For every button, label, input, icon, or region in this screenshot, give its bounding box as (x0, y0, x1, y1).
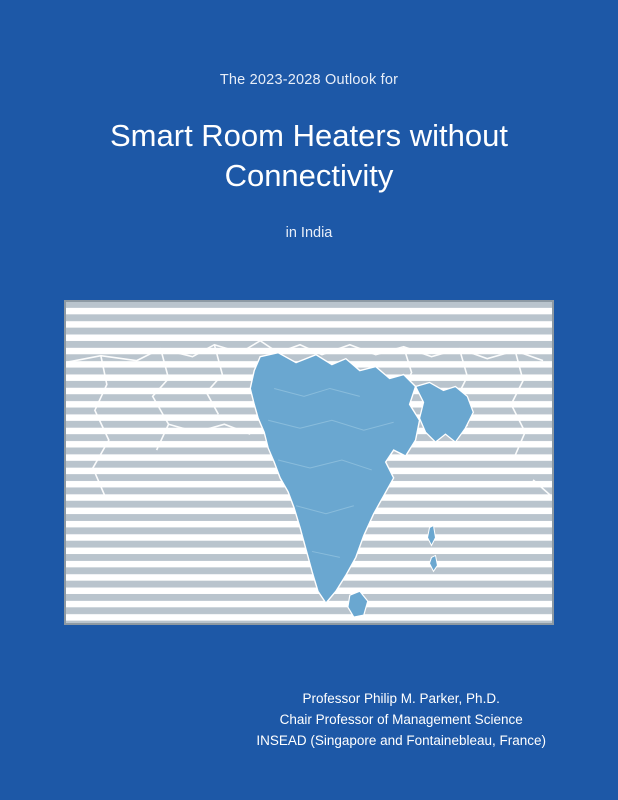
author-name: Professor Philip M. Parker, Ph.D. (302, 691, 500, 707)
cover-subtitle: in India (285, 225, 333, 242)
author-affiliation: INSEAD (Singapore and Fontainebleau, France) (256, 733, 546, 749)
map-of-india-graphic (65, 301, 553, 624)
map-figure (64, 300, 554, 625)
page-title: Smart Room Heaters without Connectivity (110, 118, 508, 193)
cover-supertitle: The 2023-2028 Outlook for (219, 72, 399, 88)
title-block (0, 72, 618, 241)
author-block (256, 689, 546, 752)
author-role: Chair Professor of Management Science (279, 712, 523, 728)
